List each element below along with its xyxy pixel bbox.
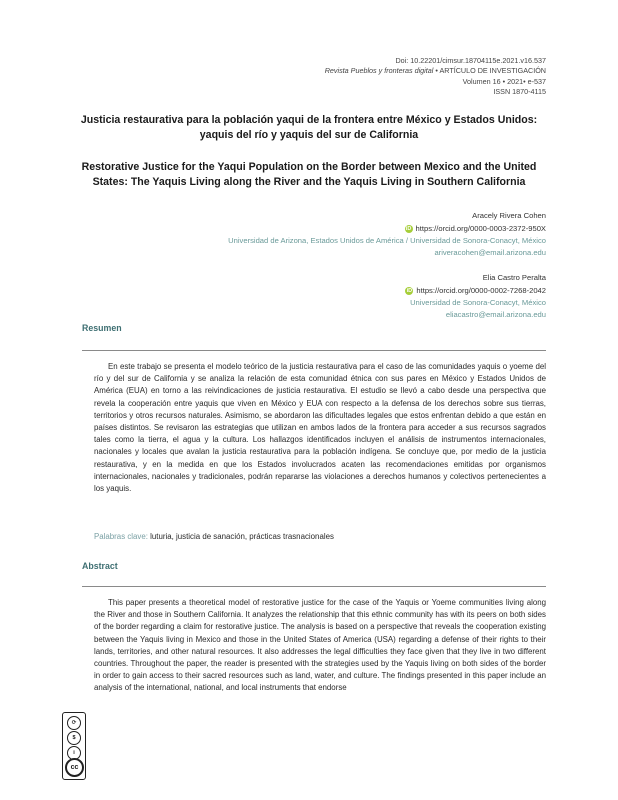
orcid-link[interactable] xyxy=(405,223,546,235)
orcid-icon: iD xyxy=(405,225,412,232)
title-english xyxy=(60,160,558,190)
non-commercial-icon: $ xyxy=(67,731,81,745)
issn: ISSN 1870-4115 xyxy=(493,87,546,97)
title-spanish xyxy=(60,113,558,143)
attribution-icon: i xyxy=(67,746,81,760)
creative-commons-icon: cc xyxy=(65,758,84,777)
author-name: Elia Castro Peralta xyxy=(482,273,546,282)
orcid-icon: iD xyxy=(406,287,413,294)
article-metadata xyxy=(325,56,546,98)
keywords xyxy=(94,532,334,541)
title-en-line1: Restorative Justice for the Yaqui Population on the Border between Mexico and the United xyxy=(81,161,537,173)
title-es-line1: Justicia restaurativa para la población yaqui de la frontera entre México y Estados Unidos: xyxy=(80,114,538,126)
creative-commons-license-badge[interactable] xyxy=(62,712,86,780)
author-affiliation: Universidad de Arizona, Estados Unidos de América / Universidad de Sonora-Conacyt, México xyxy=(228,235,546,245)
section-divider xyxy=(82,350,546,351)
title-es-line2: yaquis del río y yaquis del sur de California xyxy=(199,129,419,141)
author-email[interactable]: ariveracohen@email.arizona.edu xyxy=(434,247,546,257)
author-affiliation: Universidad de Sonora-Conacyt, México xyxy=(410,297,546,307)
resumen-body: En este trabajo se presenta el modelo teórico de la justicia restaurativa para el caso de las comunidades yaquis o yoeme del río y del sur de California y se analiza la relación de esta comunidad étnica con sus pares en México y Estados Unidos de América (EUA) en torno a las reivindicaciones de justicia restaurativa. El estudio se llevó a cabo desde una perspectiva que revela la cooperación entre yaquis que viven en México y EUA con respecto a la defensa de los derechos sobre sus tierras, territorios y otros recursos naturales. Asimismo, se abordaron las dificultades legales que estos enfrentan debido a que están en países distintos. Se revisaron las estrategias que utilizan en ambos lados de la frontera para acceder a sus recursos sagrados tales como la tierra, el agua y la cultura. Los hallazgos identificados incluyen el análisis de instrumentos internacionales, nacionales y locales que avalan la justicia restaurativa para la población indígena. Se concluye que, por medio de la justicia restaurativa, y en la medida en que los Estados involucrados acaten las recomendaciones emitidas por organismos internacionales, nacionales y tradicionales, podrán repararse las violaciones a derechos humanos y colectivos pertenecientes a los yaquis. xyxy=(94,362,546,494)
volume: Volumen 16 • 2021• e-537 xyxy=(462,76,546,86)
keywords-list: luturia, justicia de sanación, prácticas trasnacionales xyxy=(150,532,334,541)
orcid-url[interactable]: https://orcid.org/0000-0002-7268-2042 xyxy=(416,285,546,295)
author-block-1 xyxy=(228,210,546,258)
author-email[interactable]: eliacastro@email.arizona.edu xyxy=(445,309,546,319)
abstract-body: This paper presents a theoretical model of restorative justice for the case of the Yaquis or Yoeme communities living along the River and those in Southern California. It analyzes the relationship that this ethnic community has with its peers on both sides of the border regarding a claim for restorative justice. The analysis is based on a perspective that reveals the cooperation existing between the Yaquis living in Mexico and those in the United States of America (USA) regarding a defense of their rights to their lands, territories, and other natural resources. It also addresses the legal difficulties they face given that they live in two different countries. Throughout the paper, the reader is presented with the strategies used by the Yaquis living on both sides of the border in order to gain access to their sacred resources such as land, water, and culture. The findings presented in this paper include an analysis of the international, national, and local instruments that endorse xyxy=(94,598,546,693)
doi: Doi: 10.22201/cimsur.18704115e.2021.v16.537 xyxy=(395,56,546,65)
abstract-heading: Abstract xyxy=(82,561,118,571)
resumen-heading: Resumen xyxy=(82,323,122,333)
section-divider xyxy=(82,586,546,587)
author-name: Aracely Rivera Cohen xyxy=(472,211,546,220)
journal-name: Revista Pueblos y fronteras digital xyxy=(324,66,434,76)
share-alike-icon: ⟳ xyxy=(67,716,81,730)
journal-line xyxy=(325,66,546,76)
title-en-line2: States: The Yaquis Living along the River and the Yaquis Living in Southern California xyxy=(92,176,526,188)
keywords-label: Palabras clave: xyxy=(94,532,151,541)
author-block-2 xyxy=(405,272,546,320)
orcid-url[interactable]: https://orcid.org/0000-0003-2372-950X xyxy=(415,223,546,233)
article-type: • ARTÍCULO DE INVESTIGACIÓN xyxy=(433,66,546,76)
orcid-link[interactable] xyxy=(405,285,546,297)
